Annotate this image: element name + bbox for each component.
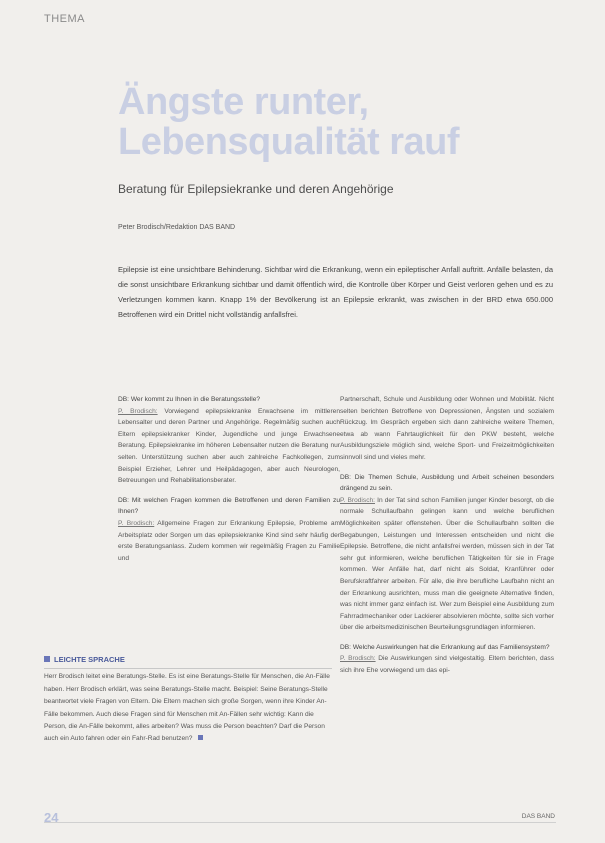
answer: Die Auswirkungen sind vielgestaltig. Eltern berichten, dass sich ihre Ehe vorwiegend um das epi-: [340, 655, 554, 675]
footer-divider: [44, 822, 556, 823]
qa-block: [340, 472, 554, 634]
easy-language-body: Herr Brodisch leitet eine Beratungs-Stelle. Es ist eine Beratungs-Stelle für Menschen, die An-Fälle haben. Herr Brodisch erklärt, was seine Beratungs-Stelle macht. Beispiel: Seine Beratungs-Stelle beantwortet viele Fragen von Eltern. Die Eltern machen sich große Sorgen, wenn ihre Kinder An-Fälle bekommen. Auch diese Fragen sind für Menschen mit An-Fällen sehr wichtig: Kann die Person, die An-Fälle bekommt, alles arbeiten? Was muss die Person beachten? Darf die Person auch ein Auto fahren oder ein Fahr-Rad benutzen?: [44, 673, 330, 743]
left-column: [118, 394, 340, 572]
answer: Partnerschaft, Schule und Ausbildung oder Wohnen und Mobilität. Nicht selten berichten Betroffene von Depressionen, Ängsten und sozialem Rückzug. Im Gespräch ergeben sich dann zahlreiche weitere Themen, etwa ab wann Fahrtauglichkeit für den PKW besteht, welche Ausbildungsziele möglich sind, welche Sport- und Freizeitmöglichkeiten sinnvoll sind und vieles mehr.: [340, 396, 554, 461]
page-number: 24: [44, 810, 59, 825]
divider: [44, 668, 332, 669]
answer: Allgemeine Fragen zur Erkrankung Epilepsie, Probleme am Arbeitsplatz oder Sorgen um das epilepsiekranke Kind sind sehr häufig der erste Beratungsanlass. Zudem kommen wir regelmäßig Fragen zu Familie und: [118, 519, 341, 562]
speaker: P. Brodisch:: [340, 496, 375, 504]
easy-language-text: [44, 671, 332, 745]
easy-language-heading: [44, 654, 332, 666]
right-column: [340, 394, 554, 685]
qa-block: [340, 642, 554, 677]
magazine-name: DAS BAND: [521, 813, 555, 820]
question: DB: Wer kommt zu Ihnen in die Beratungsstelle?: [118, 396, 261, 403]
answer: Vorwiegend epilepsiekranke Erwachsene im mittleren Lebensalter und deren Partner und Angehörige. Regelmäßig suchen auch Eltern epilepsiekranker Kinder, Jugendliche und junge Erwachsene Beratung. Epilepsiekranke im höheren Lebensalter nutzen die Beratung nur selten. Unterstützung suchen aber auch zahlreiche Fachkollegen, zum Beispiel Erzieher, Lehrer und Heilpädagogen, aber auch Neurologen, Betreuungen und Rehabilitationsberater.: [118, 407, 340, 485]
intro-paragraph: Epilepsie ist eine unsichtbare Behinderung. Sichtbar wird die Erkrankung, wenn ein epileptischer Anfall auftritt. Anfälle belasten, da die sonst unsichtbare Erkrankung sichtbar und damit öffentlich wird, die Kontrolle über Körper und Geist verloren gehen und es zu Verletzungen kommen kann. Knapp 1% der Bevölkerung ist an Epilepsie erkrankt, was zwischen in der BRD etwa 650.000 Betroffenen wird ein Drittel nicht vollständig anfallsfrei.: [118, 265, 553, 319]
answer: In der Tat sind schon Familien junger Kinder besorgt, ob die normale Schullaufbahn gelingen kann und welche beruflichen Möglichkeiten später offenstehen. Über die Schullaufbahn sollten die Begabungen, Leistungen und Interessen entscheiden und nicht die Epilepsie. Betroffene, die nicht anfallsfrei werden, müssen sich in der Tat sehr gut informieren, welche beruflichen Tätigkeiten für sie in Frage kommen. Wer Anfälle hat, darf nicht als Soldat, Kranführer oder Berufskraftfahrer arbeiten. Für alle, die ihre berufliche Laufbahn nicht an der Erkrankung ausrichten, muss man die geeignete Alternative finden, was nicht immer ganz einfach ist. Wer zum Beispiel eine Ausbildung zum Fahrradmechaniker oder Lackierer absolvieren möchte, sollte sich vorher über die arbeitsmedizinischen Beurteilungsgrundlagen informieren.: [340, 496, 554, 632]
article-title: [118, 82, 558, 162]
question: DB: Die Themen Schule, Ausbildung und Arbeit scheinen besonders drängend zu sein.: [340, 473, 554, 493]
qa-block: [118, 495, 340, 565]
easy-language-heading-text: LEICHTE SPRACHE: [54, 655, 125, 664]
easy-language-box: [44, 654, 332, 746]
article-subtitle: Beratung für Epilepsiekranke und deren Angehörige: [118, 182, 394, 196]
question: DB: Welche Auswirkungen hat die Erkrankung auf das Familiensystem?: [340, 643, 550, 651]
speaker: P. Brodisch:: [118, 519, 155, 527]
end-mark-icon: [198, 735, 203, 740]
title-line-2: Lebensqualität rauf: [118, 121, 459, 163]
title-line-1: Ängste runter,: [118, 81, 369, 123]
speaker: P. Brodisch:: [340, 655, 376, 663]
byline: Peter Brodisch/Redaktion DAS BAND: [118, 224, 236, 231]
section-tag: THEMA: [44, 13, 85, 25]
qa-block: [340, 394, 554, 464]
square-bullet-icon: [44, 656, 50, 662]
speaker: P. Brodisch:: [118, 407, 158, 415]
question: DB: Mit welchen Fragen kommen die Betroffenen und deren Familien zu Ihnen?: [118, 496, 340, 516]
qa-block: [118, 394, 340, 487]
